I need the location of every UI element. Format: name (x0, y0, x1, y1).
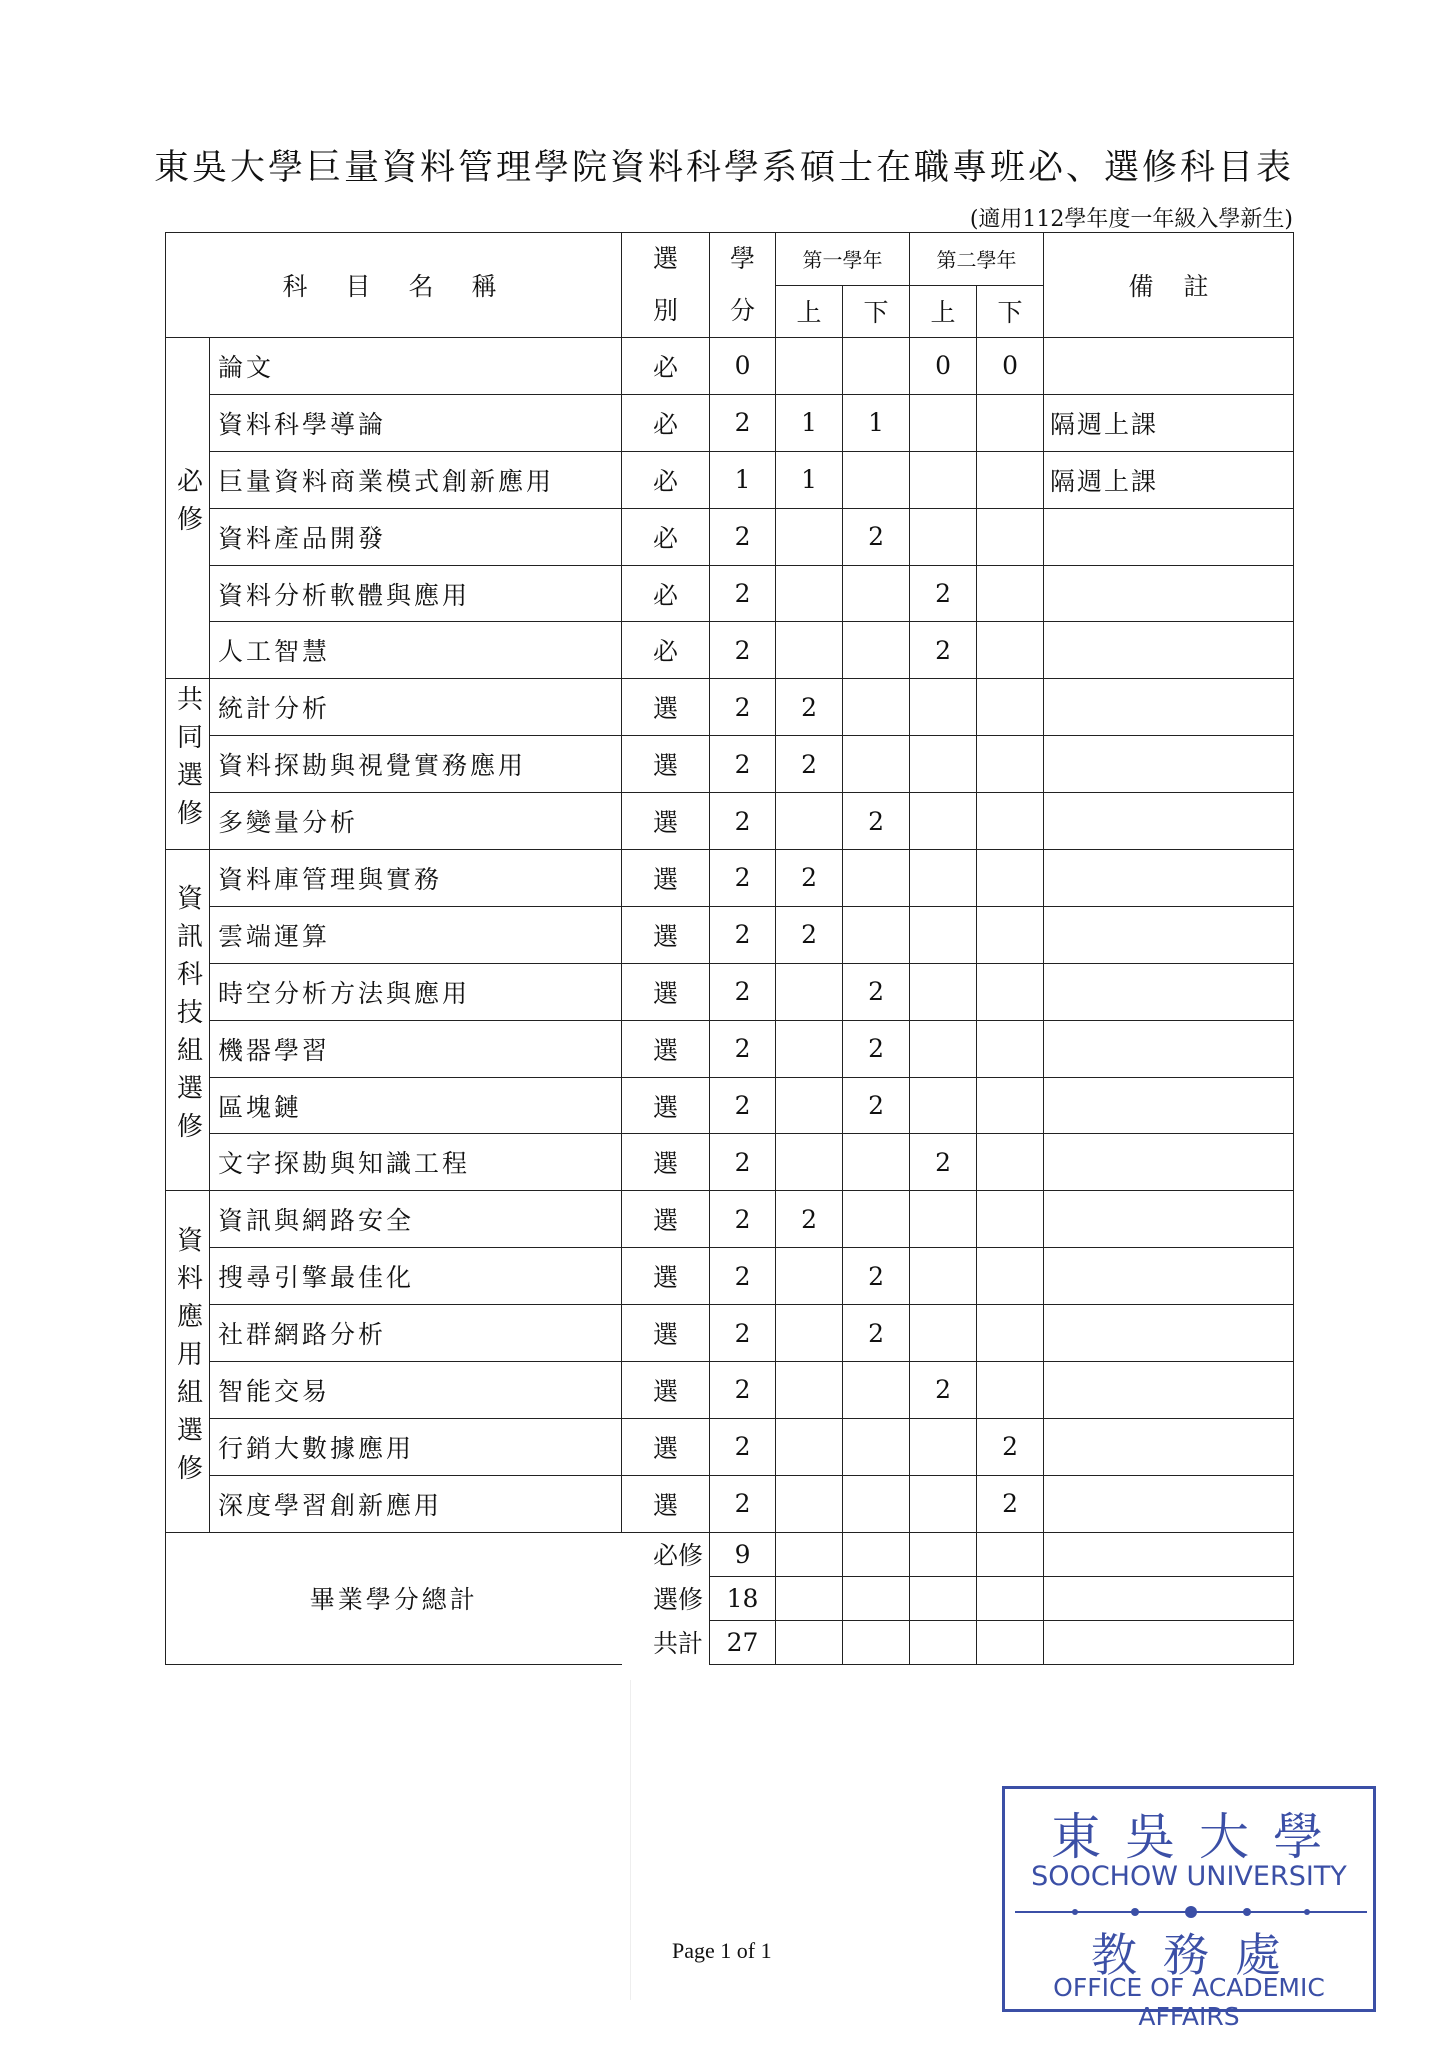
course-credit: 2 (710, 736, 776, 793)
course-name: 區塊鏈 (210, 1077, 622, 1134)
course-remark (1044, 1362, 1294, 1419)
course-name: 深度學習創新應用 (210, 1475, 622, 1532)
year1-upper-credit (776, 963, 843, 1020)
year1-upper-credit (776, 1305, 843, 1362)
year1-upper-credit (776, 1418, 843, 1475)
totals-empty-cell (977, 1532, 1044, 1576)
course-credit: 2 (710, 1077, 776, 1134)
page-title: 東吳大學巨量資料管理學院資料科學系碩士在職專班必、選修科目表 (153, 148, 1294, 188)
year2-lower-credit: 2 (977, 1418, 1044, 1475)
course-name: 社群網路分析 (210, 1305, 622, 1362)
year1-upper-credit (776, 508, 843, 565)
totals-empty-cell (776, 1620, 843, 1664)
course-row (166, 1134, 1294, 1191)
course-name: 資料庫管理與實務 (210, 850, 622, 907)
course-credit: 2 (710, 1418, 776, 1475)
year1-lower-credit (843, 1418, 910, 1475)
header-remark (1044, 233, 1294, 338)
year2-upper-credit (910, 736, 977, 793)
course-credit: 2 (710, 1134, 776, 1191)
year1-lower-credit (843, 451, 910, 508)
course-remark (1044, 1134, 1294, 1191)
course-name: 多變量分析 (210, 793, 622, 850)
course-credit: 2 (710, 394, 776, 451)
course-remark (1044, 679, 1294, 736)
year2-upper-credit (910, 793, 977, 850)
year1-lower-credit: 2 (843, 1077, 910, 1134)
course-row (166, 1362, 1294, 1419)
year1-upper-credit (776, 1248, 843, 1305)
year2-upper-credit: 2 (910, 622, 977, 679)
year2-upper-credit (910, 394, 977, 451)
totals-row-label: 必修 (622, 1532, 710, 1576)
totals-row-value: 9 (710, 1532, 776, 1576)
course-credit: 2 (710, 850, 776, 907)
course-type: 必 (622, 338, 710, 395)
totals-row-label: 選修 (622, 1576, 710, 1620)
year2-upper-credit: 2 (910, 1134, 977, 1191)
course-row (166, 338, 1294, 395)
course-row (166, 508, 1294, 565)
category-label: 資訊科技組選修 (172, 884, 203, 1151)
course-row (166, 394, 1294, 451)
year2-upper-credit (910, 1475, 977, 1532)
year2-upper-credit (910, 1020, 977, 1077)
course-remark (1044, 565, 1294, 622)
course-row (166, 1191, 1294, 1248)
year1-lower-credit: 2 (843, 1248, 910, 1305)
course-credit: 2 (710, 1475, 776, 1532)
year1-lower-credit: 2 (843, 793, 910, 850)
course-remark (1044, 906, 1294, 963)
year1-lower-credit (843, 736, 910, 793)
course-remark (1044, 1418, 1294, 1475)
year1-lower-credit (843, 565, 910, 622)
header-type-bottom: 別 (653, 296, 679, 325)
course-remark: 隔週上課 (1044, 394, 1294, 451)
course-name: 論文 (210, 338, 622, 395)
course-name: 資料分析軟體與應用 (210, 565, 622, 622)
course-credit: 2 (710, 508, 776, 565)
year1-lower-credit (843, 1134, 910, 1191)
year1-upper-credit: 2 (776, 850, 843, 907)
header-type-top: 選 (653, 244, 679, 273)
course-type: 選 (622, 1077, 710, 1134)
year1-upper-credit (776, 1362, 843, 1419)
totals-empty-cell (977, 1576, 1044, 1620)
course-type: 必 (622, 508, 710, 565)
course-type: 必 (622, 622, 710, 679)
course-type: 選 (622, 793, 710, 850)
year2-upper-credit (910, 1191, 977, 1248)
course-credit: 2 (710, 622, 776, 679)
course-row (166, 451, 1294, 508)
course-row (166, 736, 1294, 793)
year2-lower-credit (977, 451, 1044, 508)
course-remark (1044, 736, 1294, 793)
year1-upper-credit (776, 338, 843, 395)
header-credit-top: 學 (730, 244, 756, 273)
course-row (166, 1077, 1294, 1134)
year2-upper-credit (910, 906, 977, 963)
totals-row-label: 共計 (622, 1620, 710, 1664)
year2-lower-credit (977, 736, 1044, 793)
year2-lower-credit (977, 850, 1044, 907)
course-type: 選 (622, 1362, 710, 1419)
category-cell (166, 338, 210, 679)
totals-empty-cell (977, 1620, 1044, 1664)
header-row (166, 233, 1294, 286)
course-credit: 2 (710, 1191, 776, 1248)
course-remark (1044, 850, 1294, 907)
course-row (166, 565, 1294, 622)
course-row (166, 850, 1294, 907)
year1-upper-credit (776, 1020, 843, 1077)
course-row (166, 963, 1294, 1020)
course-name: 雲端運算 (210, 906, 622, 963)
course-credit: 2 (710, 1362, 776, 1419)
year2-lower-credit (977, 793, 1044, 850)
year1-upper-credit (776, 793, 843, 850)
category-label: 資料應用組選修 (172, 1225, 203, 1492)
course-type: 選 (622, 1134, 710, 1191)
course-table (165, 232, 1294, 1665)
year2-upper-credit (910, 963, 977, 1020)
year2-lower-credit: 2 (977, 1475, 1044, 1532)
year2-lower-credit (977, 1191, 1044, 1248)
year2-lower-credit (977, 1077, 1044, 1134)
year1-lower-credit: 2 (843, 508, 910, 565)
course-type: 選 (622, 906, 710, 963)
totals-empty-remark (1044, 1532, 1294, 1576)
course-type: 選 (622, 1248, 710, 1305)
header-credit (710, 233, 776, 338)
totals-empty-remark (1044, 1620, 1294, 1664)
course-row (166, 1475, 1294, 1532)
year2-upper-credit (910, 850, 977, 907)
course-name: 統計分析 (210, 679, 622, 736)
year1-lower-credit (843, 1191, 910, 1248)
year1-lower-credit: 2 (843, 963, 910, 1020)
year1-lower-credit: 2 (843, 1020, 910, 1077)
year1-lower-credit (843, 679, 910, 736)
course-type: 必 (622, 451, 710, 508)
year1-lower-credit: 2 (843, 1305, 910, 1362)
header-year1: 第一學年 (776, 233, 910, 286)
totals-empty-cell (910, 1620, 977, 1664)
course-remark (1044, 1248, 1294, 1305)
course-credit: 2 (710, 1305, 776, 1362)
seal-line2: SOOCHOW UNIVERSITY (1031, 1861, 1347, 1892)
header-year2: 第二學年 (910, 233, 1044, 286)
seal-line3: 教務處 (1091, 1928, 1307, 1982)
year2-lower-credit (977, 565, 1044, 622)
year1-upper-credit: 2 (776, 736, 843, 793)
totals-row (166, 1532, 1294, 1576)
course-name: 資訊與網路安全 (210, 1191, 622, 1248)
header-y1-upper: 上 (776, 285, 843, 338)
course-remark (1044, 1077, 1294, 1134)
header-course-name: 科目名稱 (166, 233, 622, 338)
year1-upper-credit (776, 1077, 843, 1134)
totals-empty-cell (776, 1532, 843, 1576)
course-remark (1044, 1020, 1294, 1077)
course-credit: 2 (710, 565, 776, 622)
course-remark (1044, 338, 1294, 395)
year1-upper-credit (776, 565, 843, 622)
course-credit: 1 (710, 451, 776, 508)
course-row (166, 679, 1294, 736)
totals-empty-cell (776, 1576, 843, 1620)
totals-row-value: 27 (710, 1620, 776, 1664)
totals-empty-remark (1044, 1576, 1294, 1620)
category-cell (166, 679, 210, 850)
course-name: 資料探勘與視覺實務應用 (210, 736, 622, 793)
totals-empty-cell (910, 1576, 977, 1620)
course-type: 選 (622, 1305, 710, 1362)
page-subtitle: (適用112學年度一年級入學新生) (969, 207, 1293, 232)
year1-lower-credit (843, 1362, 910, 1419)
header-y2-upper: 上 (910, 285, 977, 338)
totals-row-value: 18 (710, 1576, 776, 1620)
totals-label: 畢業學分總計 (166, 1532, 622, 1664)
year2-upper-credit (910, 1077, 977, 1134)
year1-upper-credit (776, 622, 843, 679)
course-row (166, 1248, 1294, 1305)
category-cell (166, 1191, 210, 1532)
seal-line4: OFFICE OF ACADEMIC AFFAIRS (1053, 1973, 1325, 2031)
course-type: 選 (622, 679, 710, 736)
official-seal (1002, 1786, 1376, 2031)
year1-upper-credit: 2 (776, 679, 843, 736)
course-credit: 2 (710, 793, 776, 850)
course-credit: 0 (710, 338, 776, 395)
year2-upper-credit: 0 (910, 338, 977, 395)
year1-lower-credit (843, 338, 910, 395)
course-remark (1044, 1475, 1294, 1532)
category-cell (166, 850, 210, 1191)
course-row (166, 793, 1294, 850)
year2-upper-credit: 2 (910, 565, 977, 622)
year1-lower-credit (843, 622, 910, 679)
course-name: 資料產品開發 (210, 508, 622, 565)
page-footer: Page 1 of 1 (672, 1938, 772, 1963)
course-type: 必 (622, 394, 710, 451)
year2-lower-credit: 0 (977, 338, 1044, 395)
category-label: 共同選修 (172, 685, 203, 838)
year1-lower-credit: 1 (843, 394, 910, 451)
year2-upper-credit (910, 1418, 977, 1475)
year2-lower-credit (977, 1134, 1044, 1191)
year2-lower-credit (977, 508, 1044, 565)
course-name: 文字探勘與知識工程 (210, 1134, 622, 1191)
course-type: 選 (622, 850, 710, 907)
course-name: 巨量資料商業模式創新應用 (210, 451, 622, 508)
year1-upper-credit: 2 (776, 1191, 843, 1248)
totals-empty-cell (843, 1532, 910, 1576)
course-type: 選 (622, 1475, 710, 1532)
year2-upper-credit (910, 508, 977, 565)
course-credit: 2 (710, 1248, 776, 1305)
year1-upper-credit (776, 1134, 843, 1191)
course-remark (1044, 963, 1294, 1020)
course-row (166, 1020, 1294, 1077)
header-y2-lower: 下 (977, 285, 1044, 338)
course-name: 搜尋引擎最佳化 (210, 1248, 622, 1305)
year2-lower-credit (977, 963, 1044, 1020)
course-credit: 2 (710, 679, 776, 736)
year2-lower-credit (977, 1362, 1044, 1419)
seal-line1: 東吳大學 (1051, 1808, 1347, 1866)
course-remark (1044, 622, 1294, 679)
year2-lower-credit (977, 394, 1044, 451)
year1-upper-credit (776, 1475, 843, 1532)
totals-empty-cell (843, 1576, 910, 1620)
year1-lower-credit (843, 906, 910, 963)
course-remark (1044, 508, 1294, 565)
course-name: 人工智慧 (210, 622, 622, 679)
course-remark (1044, 1305, 1294, 1362)
course-credit: 2 (710, 906, 776, 963)
course-type: 選 (622, 963, 710, 1020)
year2-lower-credit (977, 1020, 1044, 1077)
year2-upper-credit (910, 451, 977, 508)
year1-upper-credit: 1 (776, 394, 843, 451)
course-type: 選 (622, 736, 710, 793)
year2-lower-credit (977, 1305, 1044, 1362)
totals-empty-cell (910, 1532, 977, 1576)
year2-upper-credit (910, 679, 977, 736)
course-name: 資料科學導論 (210, 394, 622, 451)
course-remark (1044, 1191, 1294, 1248)
course-type: 選 (622, 1418, 710, 1475)
year2-upper-credit: 2 (910, 1362, 977, 1419)
year1-lower-credit (843, 850, 910, 907)
course-row (166, 1418, 1294, 1475)
course-row (166, 622, 1294, 679)
course-type: 選 (622, 1191, 710, 1248)
course-name: 行銷大數據應用 (210, 1418, 622, 1475)
course-name: 時空分析方法與應用 (210, 963, 622, 1020)
course-name: 智能交易 (210, 1362, 622, 1419)
year2-upper-credit (910, 1305, 977, 1362)
seal-ornament (1015, 1905, 1367, 1919)
year2-lower-credit (977, 1248, 1044, 1305)
course-row (166, 906, 1294, 963)
course-name: 機器學習 (210, 1020, 622, 1077)
header-y1-lower: 下 (843, 285, 910, 338)
course-remark (1044, 793, 1294, 850)
year1-upper-credit: 2 (776, 906, 843, 963)
year2-upper-credit (910, 1248, 977, 1305)
header-remark-label: 備註 (1128, 272, 1239, 301)
course-type: 選 (622, 1020, 710, 1077)
course-type: 必 (622, 565, 710, 622)
year1-upper-credit: 1 (776, 451, 843, 508)
header-type (622, 233, 710, 338)
category-label: 必修 (172, 467, 203, 544)
course-credit: 2 (710, 1020, 776, 1077)
year2-lower-credit (977, 622, 1044, 679)
year1-lower-credit (843, 1475, 910, 1532)
header-credit-bottom: 分 (730, 296, 756, 325)
course-row (166, 1305, 1294, 1362)
course-remark: 隔週上課 (1044, 451, 1294, 508)
page-divider (630, 1680, 631, 2000)
course-credit: 2 (710, 963, 776, 1020)
year2-lower-credit (977, 679, 1044, 736)
totals-empty-cell (843, 1620, 910, 1664)
year2-lower-credit (977, 906, 1044, 963)
